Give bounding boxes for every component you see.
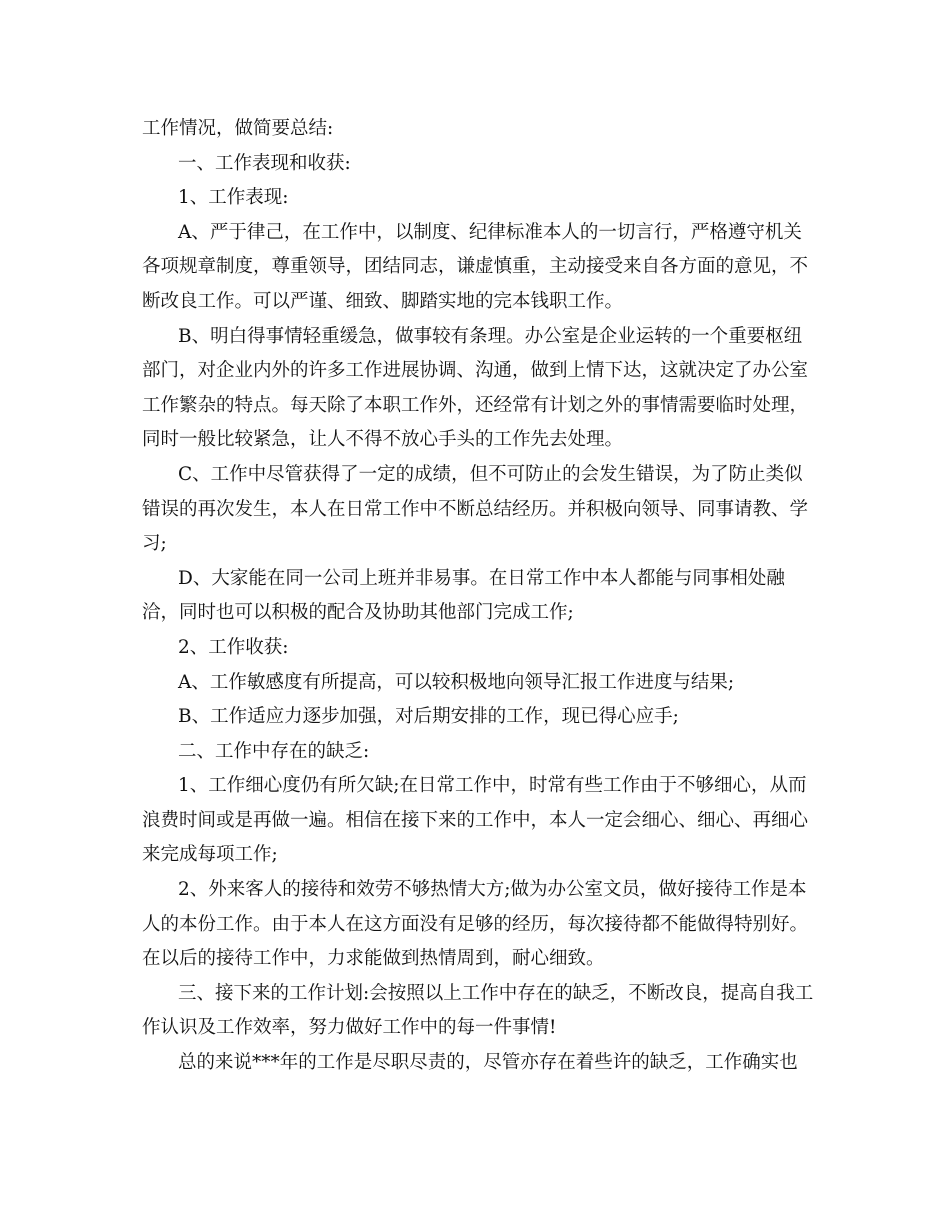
paragraph-item-d: D、大家能在同一公司上班并非易事。在日常工作中本人都能与同事相处融洽，同时也可以积极的配合及协助其他部门完成工作; bbox=[142, 567, 785, 624]
section-heading-shortcomings: 二、工作中存在的缺乏: bbox=[178, 740, 370, 762]
document-body bbox=[142, 112, 818, 1081]
paragraph-conclusion: 总的来说***年的工作是尽职尽责的，尽管亦存在着些许的缺乏，工作确实也 bbox=[178, 1052, 798, 1074]
paragraph-gain-b: B、工作适应力逐步加强，对后期安排的工作，现已得心应手; bbox=[178, 706, 679, 728]
section-heading-performance-and-gains: 一、工作表现和收获: bbox=[178, 152, 351, 174]
paragraph-gain-a: A、工作敏感度有所提高，可以较积极地向领导汇报工作进度与结果; bbox=[178, 671, 735, 693]
paragraph-shortcoming-1: 1、工作细心度仍有所欠缺;在日常工作中，时常有些工作由于不够细心，从而浪费时间或是再做一遍。相信在接下来的工作中，本人一定会细心、细心、再细心来完成每项工作; bbox=[142, 775, 809, 866]
subsection-heading-work-performance: 1、工作表现: bbox=[178, 187, 289, 209]
paragraph-item-a: A、严于律己，在工作中，以制度、纪律标准本人的一切言行，严格遵守机关各项规章制度，尊重领导，团结同志，谦虚慎重，主动接受来自各方面的意见，不断改良工作。可以严谨、细致、脚踏实地的完本钱职工作。 bbox=[142, 221, 809, 312]
subsection-heading-work-gains: 2、工作收获: bbox=[178, 636, 289, 658]
paragraph-item-c: C、工作中尽管获得了一定的成绩，但不可防止的会发生错误，为了防止类似错误的再次发生，本人在日常工作中不断总结经历。并积极向领导、同事请教、学习; bbox=[142, 463, 809, 555]
paragraph-item-b: B、明白得事情轻重缓急，做事较有条理。办公室是企业运转的一个重要枢纽部门，对企业内外的许多工作进展协调、沟通，做到上情下达，这就决定了办公室工作繁杂的特点。每天除了本职工作外，还经常有计划之外的事情需要临时处理，同时一般比较紧急，让人不得不放心手头的工作先去处理。 bbox=[142, 325, 809, 451]
paragraph-summary-intro: 工作情况，做简要总结: bbox=[142, 118, 334, 139]
section-heading-next-plan: 三、接下来的工作计划:会按照以上工作中存在的缺乏，不断改良，提高自我工作认识及工作效率，努力做好工作中的每一件事情! bbox=[142, 982, 814, 1039]
paragraph-shortcoming-2: 2、外来客人的接待和效劳不够热情大方;做为办公室文员，做好接待工作是本人的本份工作。由于本人在这方面没有足够的经历，每次接待都不能做得特别好。在以后的接待工作中，力求能做到热情周到，耐心细致。 bbox=[142, 879, 809, 970]
